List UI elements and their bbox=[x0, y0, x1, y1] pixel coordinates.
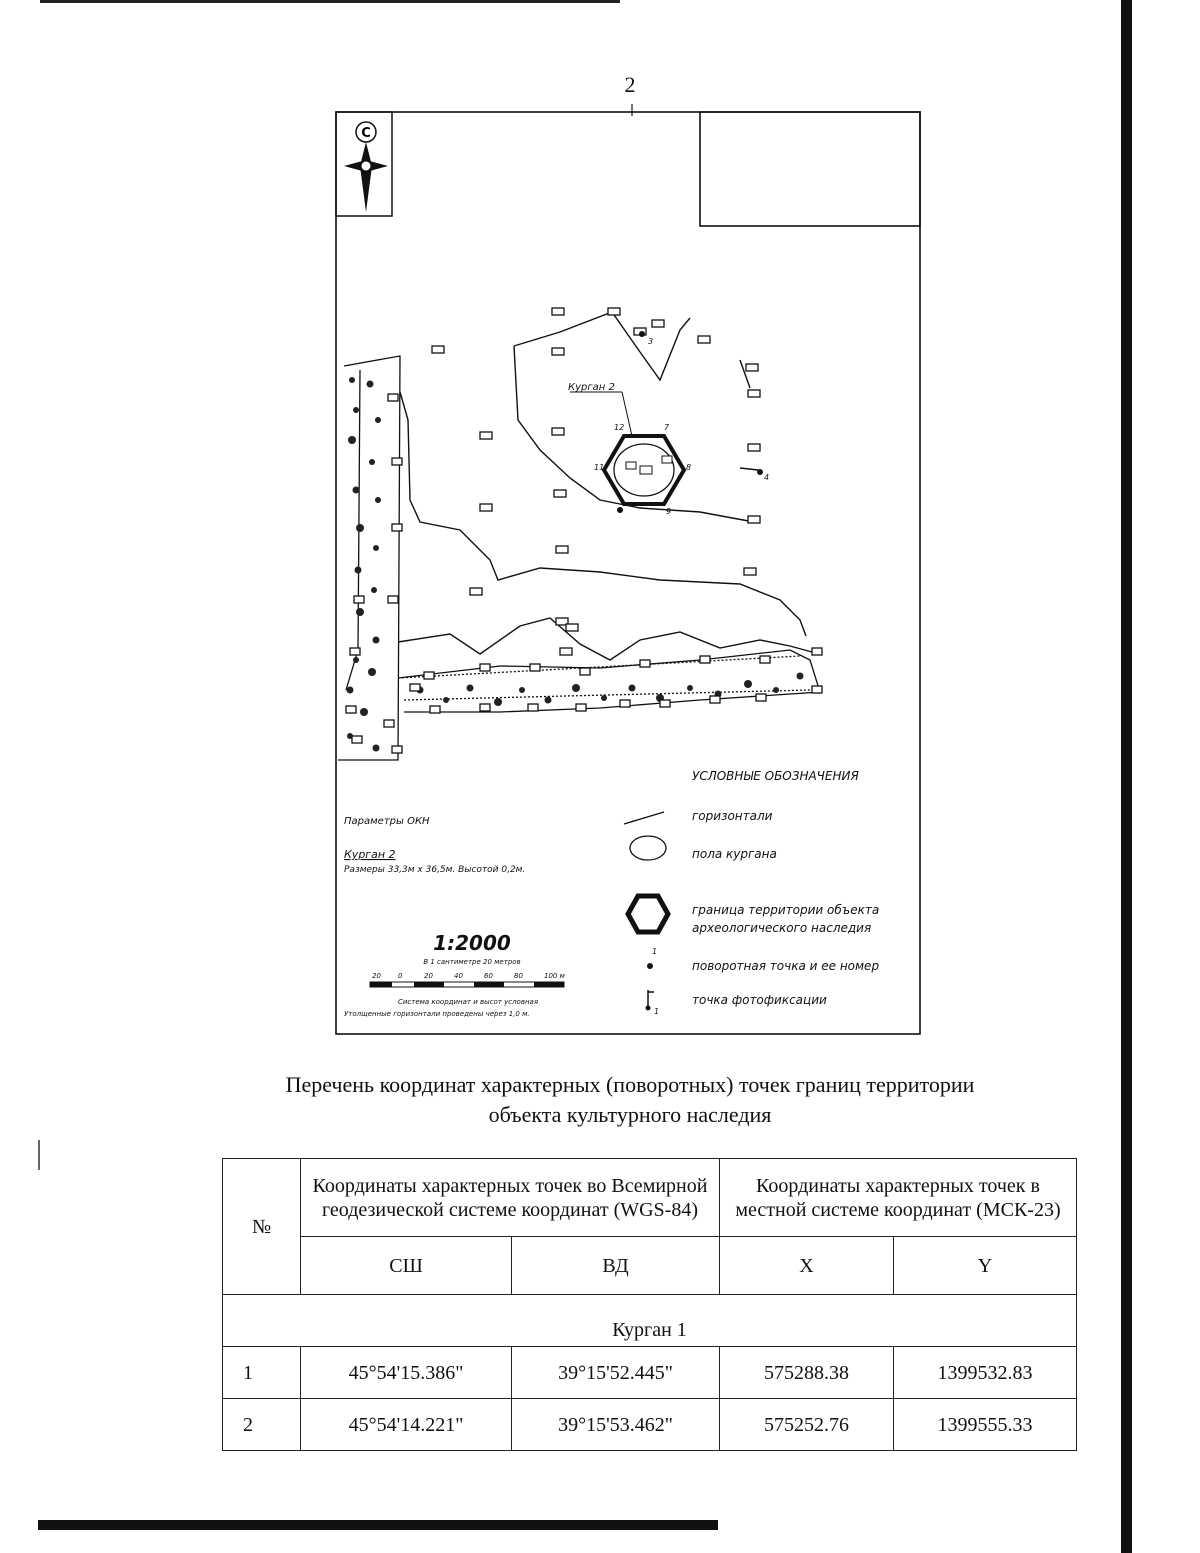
title-box bbox=[700, 112, 920, 226]
point-label-4: 4 bbox=[764, 473, 770, 482]
object-size: Размеры 33,3м х 36,5м. Высотой 0,2м. bbox=[344, 865, 526, 875]
scale-block bbox=[344, 931, 566, 1018]
contour-line-icon bbox=[624, 812, 664, 824]
scale-tick: 20 bbox=[424, 972, 433, 980]
legend-label-contours: горизонтали bbox=[692, 809, 773, 823]
section-row: Курган 1 bbox=[223, 1295, 1077, 1347]
road-strip-left bbox=[338, 356, 402, 760]
point-label-12: 12 bbox=[614, 423, 625, 432]
page-number: 2 bbox=[624, 72, 636, 97]
object-parameters bbox=[344, 816, 525, 875]
mound-ellipse-icon bbox=[630, 836, 666, 860]
subheader-x: X bbox=[720, 1237, 894, 1295]
scale-note-2: Утолщенные горизонтали проведены через 1,0 м. bbox=[344, 1010, 530, 1018]
cell-y: 1399555.33 bbox=[894, 1399, 1077, 1451]
scale-note-1: Система координат и высот условная bbox=[397, 998, 539, 1006]
subheader-lon: ВД bbox=[512, 1237, 720, 1295]
cell-x: 575252.76 bbox=[720, 1399, 894, 1451]
cell-lat: 45°54'15.386" bbox=[301, 1347, 512, 1399]
scale-ratio: 1:2000 bbox=[433, 931, 511, 955]
point-label-7: 7 bbox=[664, 423, 670, 432]
north-arrow-icon bbox=[336, 112, 392, 216]
legend-label-boundary-1: граница территории объекта bbox=[692, 903, 880, 917]
scale-ticks bbox=[372, 972, 566, 980]
map-legend bbox=[624, 769, 879, 1016]
scale-tick: 60 bbox=[484, 972, 493, 980]
subheader-lat: СШ bbox=[301, 1237, 512, 1295]
legend-title: УСЛОВНЫЕ ОБОЗНАЧЕНИЯ bbox=[692, 769, 859, 783]
map-frame bbox=[336, 112, 920, 1034]
scale-caption: В 1 сантиметре 20 метров bbox=[423, 958, 521, 966]
scan-edge-left bbox=[38, 1140, 40, 1170]
coordinates-table bbox=[222, 1158, 1077, 1451]
elevation-markers bbox=[432, 308, 760, 655]
coordinates-list-title bbox=[160, 1070, 1100, 1130]
turning-point-marker: 1 bbox=[652, 947, 658, 956]
mound-label: Курган 2 bbox=[568, 382, 615, 393]
north-letter: С bbox=[361, 126, 371, 141]
scan-edge-bottom bbox=[38, 1520, 718, 1530]
photo-point-marker: 1 bbox=[654, 1007, 660, 1016]
turning-points bbox=[594, 331, 769, 516]
header-number: № bbox=[223, 1159, 301, 1295]
params-title: Параметры ОКН bbox=[344, 816, 430, 827]
scale-bar bbox=[370, 982, 564, 987]
point-label-9: 9 bbox=[666, 507, 672, 516]
header-wgs84: Координаты характерных точек во Всемирной геодезической системе координат (WGS-84) bbox=[301, 1159, 720, 1237]
table-row bbox=[223, 1347, 1077, 1399]
subheader-y: Y bbox=[894, 1237, 1077, 1295]
legend-label-turning-point: поворотная точка и ее номер bbox=[692, 959, 880, 973]
photo-point-icon bbox=[646, 990, 655, 1011]
scale-tick: 20 bbox=[372, 972, 381, 980]
turning-point-icon bbox=[647, 963, 653, 969]
list-title-line-1: Перечень координат характерных (поворотных) точек границ территории bbox=[285, 1072, 975, 1097]
cell-num: 1 bbox=[223, 1347, 301, 1399]
table-row bbox=[223, 1399, 1077, 1451]
object-name: Курган 2 bbox=[344, 848, 396, 861]
road-strip-bottom bbox=[398, 648, 822, 713]
scale-tick: 80 bbox=[514, 972, 523, 980]
hexagon-boundary-icon bbox=[628, 896, 668, 932]
list-title-line-2: объекта культурного наследия bbox=[488, 1102, 772, 1127]
point-label-8: 8 bbox=[686, 463, 692, 472]
mound-kurgan-2 bbox=[568, 382, 684, 504]
cell-lon: 39°15'53.462" bbox=[512, 1399, 720, 1451]
header-msk23: Координаты характерных точек в местной системе координат (МСК-23) bbox=[720, 1159, 1077, 1237]
cell-y: 1399532.83 bbox=[894, 1347, 1077, 1399]
legend-label-boundary-2: археологического наследия bbox=[692, 921, 872, 935]
scale-tick: 100 м bbox=[544, 972, 565, 980]
scale-tick: 0 bbox=[398, 972, 403, 980]
point-label-3: 3 bbox=[648, 337, 654, 346]
cell-x: 575288.38 bbox=[720, 1347, 894, 1399]
legend-label-photo-point: точка фотофиксации bbox=[692, 993, 827, 1007]
point-label-11: 11 bbox=[594, 463, 605, 472]
legend-label-mound: пола кургана bbox=[692, 847, 777, 861]
cell-lon: 39°15'52.445" bbox=[512, 1347, 720, 1399]
cell-lat: 45°54'14.221" bbox=[301, 1399, 512, 1451]
scale-tick: 40 bbox=[454, 972, 463, 980]
cell-num: 2 bbox=[223, 1399, 301, 1451]
